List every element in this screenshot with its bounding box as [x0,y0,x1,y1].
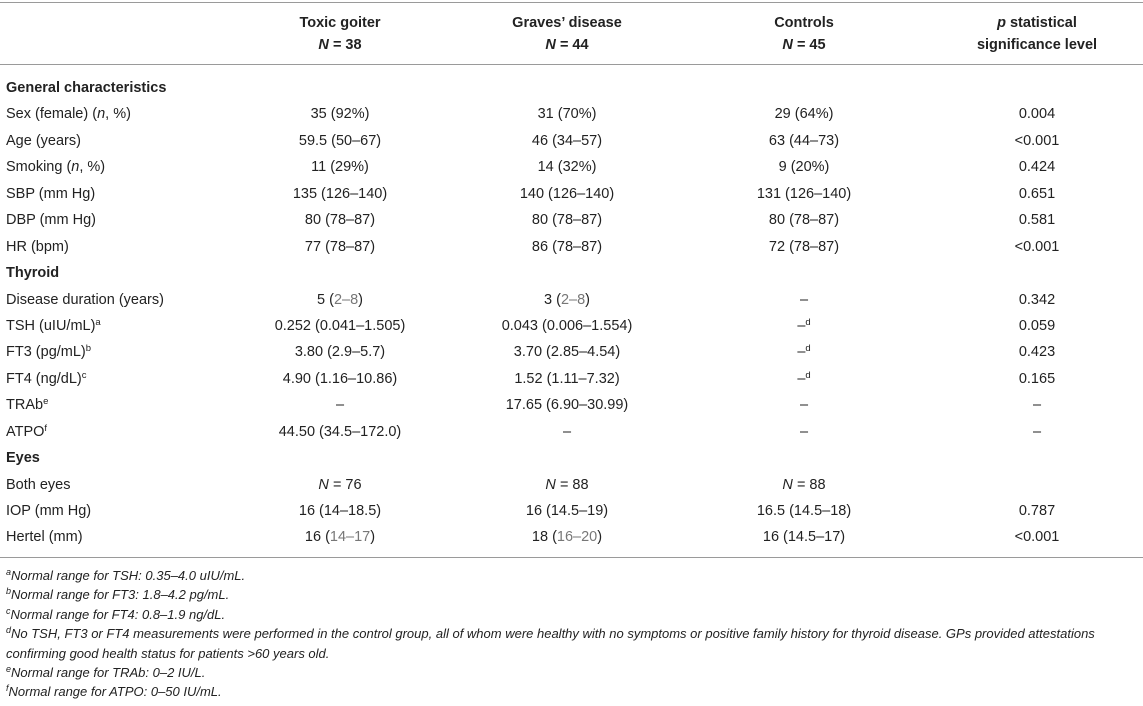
table-header [0,12,1143,56]
header-p-value: p statistical significance level [976,15,1098,53]
section-general: General characteristics [6,80,167,96]
header-n: N = 38 [318,37,362,53]
footnote-d: $^d$No TSH, FT3 or FT4 measurements were performed in the control group, all of whom were healthy with no symptoms or positive family history for thyroid disease. GPs provided attestations confirming good health status for patients >60 years old. [6,625,1095,661]
footnote-f: $^f$Normal range for ATPO: 0–50 IU/mL. [6,683,222,700]
header-toxic-goiter [258,12,422,56]
footnote-c: $^c$Normal range for FT4: 0.8–1.9 ng/dL. [6,605,226,622]
header-rule [0,64,1143,65]
bottom-rule [0,557,1143,558]
table-row-tsh: TSH $(uIU/mL)^a$ 0.252 (0.041–1.505) 0.043 (0.006–1.554) –$^d$ 0.059 [6,316,1056,334]
table-footnotes [6,566,1136,702]
header-title: Controls [774,15,834,31]
table-row-atpo: ATPO$^f$ 44.50 (34.5–172.0) – – – [6,422,1042,440]
table-row-hr: HR (bpm) 77 (78–87) 86 (78–87) 72 (78–87) <0.001 [6,238,1060,255]
header-title: Graves’ disease [512,15,622,31]
table-row-dbp: DBP (mm Hg) 80 (78–87) 80 (78–87) 80 (78–87) 0.581 [6,212,1056,229]
table-row-iop: IOP (mm Hg) 16 (14–18.5) 16 (14.5–19) 16.5 (14.5–18) 0.787 [6,503,1056,519]
table-row-hertel: Hertel (mm) 16 (14–17) 18 (16–20) 16 (14.5–17) <0.001 [6,529,1060,546]
table-body [0,75,1143,551]
header-graves-disease [484,12,650,56]
section-thyroid: Thyroid [6,265,60,282]
table-row-smoking: Smoking (n, %) 11 (29%) 14 (32%) 9 (20%) 0.424 [6,159,1056,176]
header-title: Toxic goiter [299,15,381,31]
table-row-both-eyes: Both eyes N = 76 N = 88 N = 88 [6,476,826,493]
header-n: N = 45 [782,37,826,53]
table-row-duration: Disease duration (years) 5 (2–8) 3 (2–8) – 0.342 [6,291,1056,308]
footnote-e: $^e$Normal range for TRAb: 0–2 IU/L. [6,664,206,681]
footnote-b: $^b$Normal range for FT3: 1.8–4.2 pg/mL. [6,586,230,603]
table-row-ft3: FT3 $(pg/mL)^b$ 3.80 (2.9–5.7) 3.70 (2.85–4.54) –$^d$ 0.423 [6,343,1056,361]
header-n: N = 44 [545,37,589,53]
header-controls [722,12,886,56]
table-row-ft4: FT4 $(ng/dL)^c$ 4.90 (1.16–10.86) 1.52 (1.11–7.32) –$^d$ 0.165 [6,369,1056,387]
table-row-age: Age (years) 59.5 (50–67) 46 (34–57) 63 (44–73) <0.001 [6,132,1060,149]
table-row-sbp: SBP (mm Hg) 135 (126–140) 140 (126–140) 131 (126–140) 0.651 [6,185,1056,202]
footnote-a: $^a$Normal range for TSH: 0.35–4.0 uIU/mL. [6,567,246,583]
table-row-trab: TRAb$^e$ – 17.65 (6.90–30.99) – – [6,396,1042,414]
top-rule [0,2,1143,3]
table-row-sex: Sex (female) (n, %) 35 (92%) 31 (70%) 29 (64%) 0.004 [6,106,1056,123]
section-eyes: Eyes [6,450,40,467]
